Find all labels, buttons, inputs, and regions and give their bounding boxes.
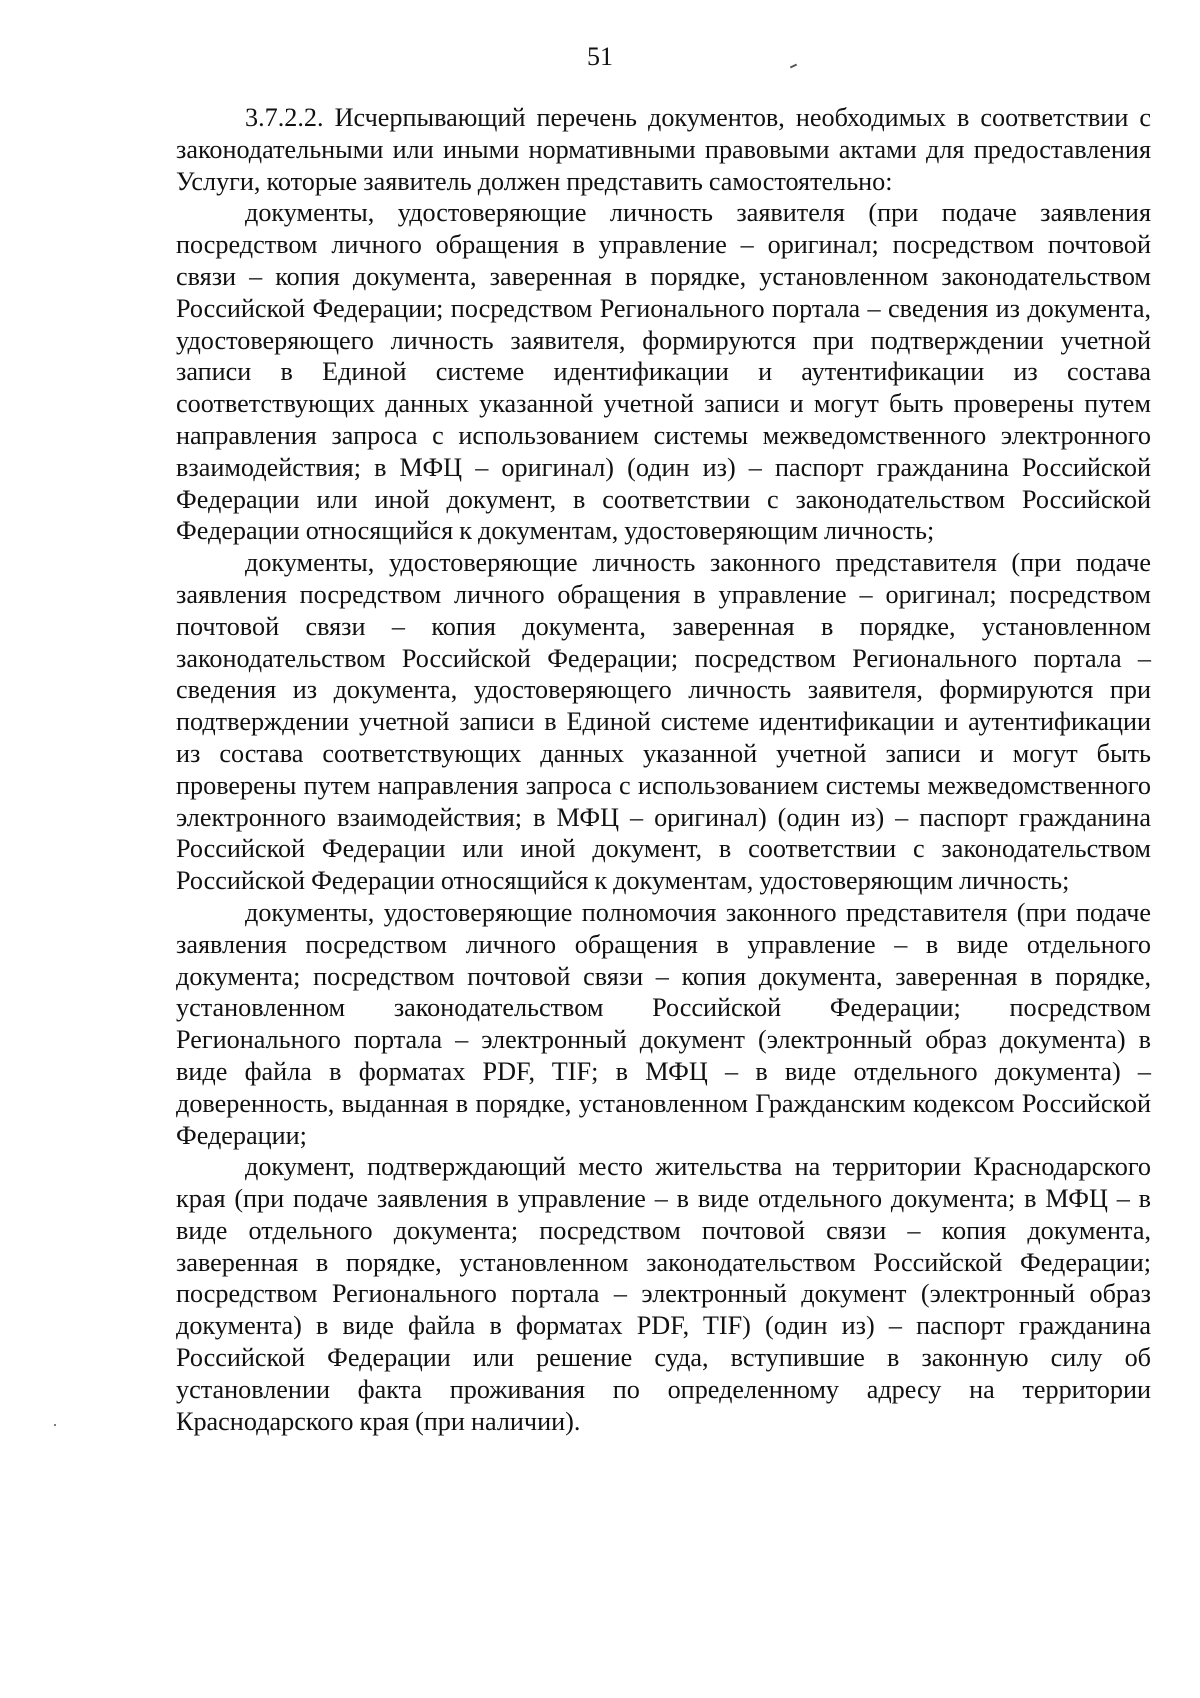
scan-artifact-dot [54,1424,56,1426]
paragraph-representative-authority-documents: документы, удостоверяющие полномочия законного представителя (при подаче заявления посредством личного обращения в управление – в виде отдельного документа; посредством почтовой связи – копия документа, заверенная в порядке, установленном законодательством Российской Федерации; посредством Регионального портала – электронный документ (электронный образ документа) в виде файла в форматах PDF, TIF; в МФЦ – в виде отдельного документа) – доверенность, выданная в порядке, установленном Гражданским кодексом Российской Федерации; [176,897,1151,1150]
paragraph-applicant-identity-documents: документы, удостоверяющие личность заявителя (при подаче заявления посредством личного обращения в управление – оригинал; посредством почтовой связи – копия документа, заверенная в порядке, установленном законодательством Российской Федерации; посредством Регионального портала – сведения из документа, удостоверяющего личность заявителя, формируются при подтверждении учетной записи в Единой системе идентификации и аутентификации из состава соответствующих данных указанной учетной записи и могут быть проверены путем направления запроса с использованием системы межведомственного электронного взаимодействия; в МФЦ – оригинал) (один из) – паспорт гражданина Российской Федерации или иной документ, в соответствии с законодательством Российской Федерации относящийся к документам, удостоверяющим личность; [176,198,1151,546]
paragraph-section-heading: 3.7.2.2. Исчерпывающий перечень документов, необходимых в соответствии с законодательными или иными нормативными правовыми актами для предоставления Услуги, которые заявитель должен представить самостоятельно: [176,103,1151,196]
paragraph-representative-identity-documents: документы, удостоверяющие личность законного представителя (при подаче заявления посредством личного обращения в управление – оригинал; посредством почтовой связи – копия документа, заверенная в порядке, установленном законодательством Российской Федерации; посредством Регионального портала – сведения из документа, удостоверяющего личность заявителя, формируются при подтверждении учетной записи в Единой системе идентификации и аутентификации из состава соответствующих данных указанной учетной записи и могут быть проверены путем направления запроса с использованием системы межведомственного электронного взаимодействия; в МФЦ – оригинал) (один из) – паспорт гражданина Российской Федерации или иной документ, в соответствии с законодательством Российской Федерации относящийся к документам, удостоверяющим личность; [176,548,1151,896]
document-body [176,102,1151,1437]
page-number: 51 [587,42,613,71]
paragraph-residence-document: документ, подтверждающий место жительства на территории Краснодарского края (при подаче заявления в управление – в виде отдельного документа; в МФЦ – в виде отдельного документа; посредством почтовой связи – копия документа, заверенная в порядке, установленном законодательством Российской Федерации; посредством Регионального портала – электронный документ (электронный образ документа) в виде файла в форматах PDF, TIF) (один из) – паспорт гражданина Российской Федерации или решение суда, вступившие в законную силу об установлении факта проживания по определенному адресу на территории Краснодарского края (при наличии). [176,1152,1151,1436]
